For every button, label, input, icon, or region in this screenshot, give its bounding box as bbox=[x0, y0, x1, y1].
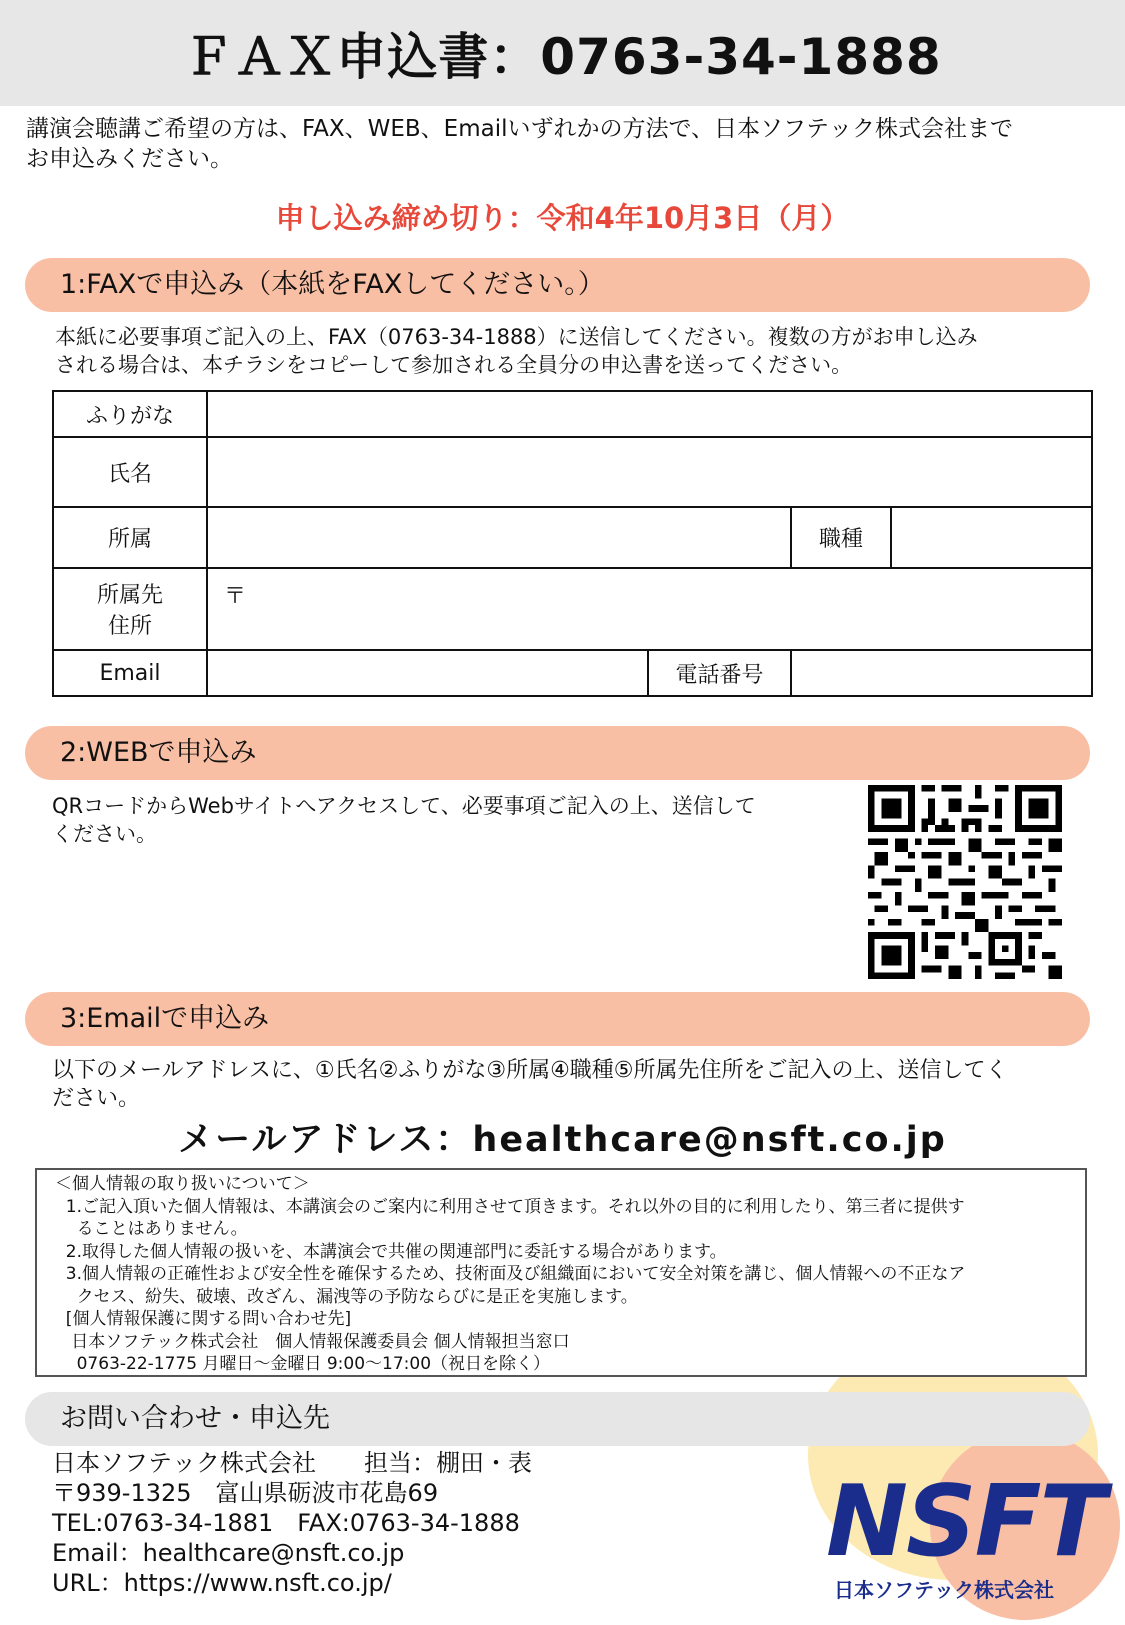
name-field[interactable] bbox=[207, 437, 1092, 507]
privacy-line: 1.ご記入頂いた個人情報は、本講演会のご案内に利用させて頂きます。それ以外の目的に利用したり、第三者に提供す bbox=[55, 1196, 965, 1217]
privacy-line: [個人情報保護に関する問い合わせ先] bbox=[55, 1309, 352, 1329]
privacy-line: 3.個人情報の正確性および安全性を確保するため、技術面及び組織面において安全対策を講じ、個人情報への不正なア bbox=[55, 1264, 966, 1284]
address-label bbox=[53, 568, 207, 650]
privacy-line: クセス、紛失、破壊、改ざん、漏洩等の予防ならびに是正を実施します。 bbox=[55, 1286, 638, 1307]
furigana-label: ふりがな bbox=[53, 391, 207, 437]
privacy-line: ることはありません。 bbox=[55, 1219, 248, 1239]
section-fax-text bbox=[55, 323, 978, 379]
page-title: ＦＡＸ申込書：0763-34-1888 bbox=[183, 28, 942, 86]
contact-info bbox=[52, 1448, 532, 1598]
intro-line: 講演会聴講ご希望の方は、FAX、WEB、Emailいずれかの方法で、日本ソフテック株式会社まで bbox=[26, 116, 1014, 142]
phone-label: 電話番号 bbox=[648, 650, 791, 696]
occupation-field[interactable] bbox=[891, 507, 1092, 568]
text-line: される場合は、本チラシをコピーして参加される全員分の申込書を送ってください。 bbox=[55, 353, 853, 377]
intro-line: お申込みください。 bbox=[26, 146, 233, 172]
section-fax-heading: 1:FAXで申込み（本紙をFAXしてください。） bbox=[25, 258, 1090, 312]
logo-company-name: 日本ソフテック株式会社 bbox=[834, 1578, 1054, 1602]
contact-url[interactable]: URL：https://www.nsft.co.jp/ bbox=[52, 1569, 392, 1597]
text-line: 本紙に必要事項ご記入の上、FAX（0763-34-1888）に送信してください。複数の方がお申し込み bbox=[55, 325, 978, 349]
contact-heading: お問い合わせ・申込先 bbox=[25, 1392, 1090, 1446]
address-field[interactable] bbox=[207, 568, 1092, 650]
section-email-heading: 3:Emailで申込み bbox=[25, 992, 1090, 1046]
affiliation-field[interactable] bbox=[207, 507, 791, 568]
email-address-heading: メールアドレス：healthcare@nsft.co.jp bbox=[178, 1120, 947, 1160]
logo-mark: NSFT bbox=[826, 1465, 1105, 1579]
text-line: QRコードからWebサイトへアクセスして、必要事項ご記入の上、送信して bbox=[52, 794, 756, 818]
title-bar bbox=[0, 0, 1125, 106]
name-label: 氏名 bbox=[53, 437, 207, 507]
email-label: Email bbox=[53, 650, 207, 696]
affiliation-label: 所属 bbox=[53, 507, 207, 568]
text-line: 以下のメールアドレスに、①氏名②ふりがな③所属④職種⑤所属先住所をご記入の上、送信してく bbox=[52, 1058, 1008, 1083]
phone-field[interactable] bbox=[791, 650, 1092, 696]
contact-company: 日本ソフテック株式会社 担当：棚田・表 bbox=[52, 1449, 532, 1477]
privacy-line: 0763-22-1775 月曜日～金曜日 9:00～17:00（祝日を除く） bbox=[55, 1354, 551, 1374]
privacy-line: ＜個人情報の取り扱いについて＞ bbox=[55, 1174, 310, 1194]
privacy-line: 日本ソフテック株式会社 個人情報保護委員会 個人情報担当窓口 bbox=[55, 1331, 570, 1352]
section-email-text bbox=[52, 1057, 1008, 1113]
qr-code-icon[interactable] bbox=[868, 785, 1062, 979]
furigana-field[interactable] bbox=[207, 391, 1092, 437]
occupation-label: 職種 bbox=[791, 507, 891, 568]
postal-mark: 〒 bbox=[224, 584, 247, 609]
section-web-heading: 2:WEBで申込み bbox=[25, 726, 1090, 780]
privacy-notice bbox=[35, 1168, 1087, 1377]
contact-tel-fax: TEL:0763-34-1881 FAX:0763-34-1888 bbox=[52, 1509, 520, 1537]
intro-text bbox=[26, 114, 1106, 174]
email-field[interactable] bbox=[207, 650, 648, 696]
privacy-line: 2.取得した個人情報の扱いを、本講演会で共催の関連部門に委託する場合があります。 bbox=[55, 1241, 727, 1262]
contact-email[interactable]: Email：healthcare@nsft.co.jp bbox=[52, 1539, 405, 1567]
deadline-notice: 申し込み締め切り：令和4年10月3日（月） bbox=[275, 201, 850, 235]
text-line: ください。 bbox=[52, 822, 157, 846]
contact-address: 〒939-1325 富山県砺波市花島69 bbox=[52, 1479, 439, 1507]
nsft-logo bbox=[826, 1465, 1105, 1603]
section-web-text bbox=[52, 792, 756, 848]
address-label-line: 住所 bbox=[107, 614, 152, 639]
address-label-line: 所属先 bbox=[96, 583, 163, 608]
text-line: ださい。 bbox=[52, 1086, 141, 1111]
fax-form-table bbox=[52, 390, 1093, 697]
